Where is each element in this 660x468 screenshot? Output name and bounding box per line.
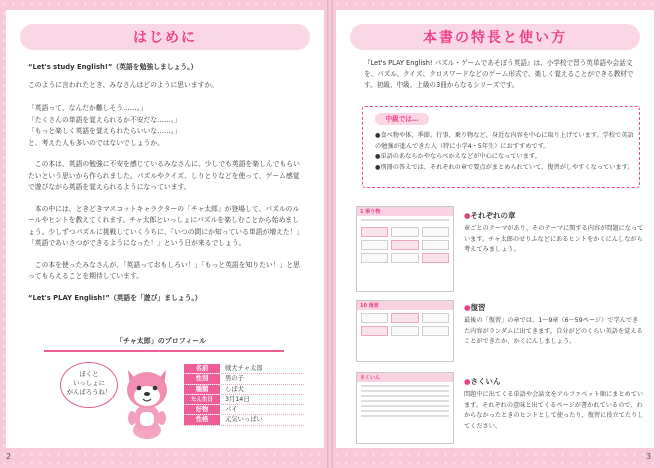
paragraph-5: 本の中には、ときどきマスコットキャラクターの「チャ太郎」が登場して、パズルのルールやヒントを教えてくれます。チャ太郎といっしょにパズルを楽しむことから始めましょう。少しずつパズルに挑戦していくうちに、「いつの間にか知っている単語が増えた！」「英語であいさつができるようになった！」という日が来るでしょう。 bbox=[28, 204, 304, 247]
paragraph-1: “Let's study English!”（英語を勉強しましょう。） bbox=[28, 63, 198, 71]
thumb-cell bbox=[422, 253, 449, 263]
bullet-icon: ● bbox=[464, 303, 471, 312]
book-gutter bbox=[327, 0, 333, 468]
profile-value: しば犬 bbox=[225, 385, 244, 393]
right-intro-text: 『Let's PLAY English! パズル・ゲームであそぼう英語』は、小学校で習う英単語や会話文を、パズル、クイズ、クロスワードなどのゲーム形式で、楽しく覚えることができる教材です。初級、中級、上級の3冊からなるシリーズです。 bbox=[364, 59, 634, 89]
level-info-title: 中級では… bbox=[375, 113, 429, 125]
section-title: さくいん bbox=[470, 377, 501, 386]
left-page-title: はじめに bbox=[20, 24, 310, 50]
profile-table bbox=[184, 364, 304, 426]
thumb-cell bbox=[422, 326, 449, 336]
thumb-label: さくいん bbox=[357, 373, 453, 382]
thumb-line bbox=[361, 415, 449, 417]
right-page-title: 本書の特長と使い方 bbox=[350, 24, 640, 50]
profile-key: 種類 bbox=[184, 385, 220, 394]
profile-heading: 「チャ太郎」のプロフィール bbox=[116, 337, 207, 345]
section-review bbox=[464, 302, 644, 348]
profile-key: 性別 bbox=[184, 374, 220, 383]
profile-key: 好物 bbox=[184, 405, 220, 414]
chapter-page-thumbnail bbox=[356, 206, 454, 292]
index-page-thumbnail bbox=[356, 372, 454, 444]
level-info-item: ●食べ物や体、季節、行事、乗り物など、身近な内容を中心に取り上げています。学校で英語の勉強が進んできた人（特に小学4・5年生）におすすめです。 bbox=[375, 132, 634, 150]
thumb-cell bbox=[361, 326, 388, 336]
profile-row bbox=[184, 395, 304, 405]
thumb-cell bbox=[391, 326, 418, 336]
speech-bubble-text: ぼくと いっしょに がんばろうね！ bbox=[66, 370, 112, 396]
section-body: 問題中に出てくる単語や会話文をアルファベット順にまとめています。それぞれの意味と出てくるページが書かれているので、わからなかったときのヒントとして使ったり、復習に役立てたりしてください。 bbox=[464, 391, 644, 430]
profile-row bbox=[184, 415, 304, 425]
thumb-cell bbox=[391, 240, 418, 250]
thumb-cell bbox=[391, 227, 418, 237]
section-body: 最後の「復習」の章では、1～9章（6～59ページ）で学んできた内容がランダムに出てきます。自分がどのくらい英語を覚えることができたか、かくにんしましょう。 bbox=[464, 317, 643, 345]
level-info-item: ●単語のあならかやならべかえなどが中心になっています。 bbox=[375, 153, 541, 160]
thumb-grid bbox=[357, 224, 453, 266]
bullet-icon: ● bbox=[464, 211, 471, 220]
paragraph-3: 「英語って、なんだか難しそう……。」 「たくさんの単語を覚えられるか不安だな……。」 「もっと楽しく英語を覚えられたらいいな……。」 と、考えた人も多いのではないでしょうか。 bbox=[28, 104, 181, 147]
left-page bbox=[6, 10, 324, 448]
level-info-list bbox=[375, 131, 637, 173]
thumb-cell bbox=[422, 240, 449, 250]
thumb-label: 10 復習 bbox=[357, 301, 453, 310]
thumb-label: 1 乗り物 bbox=[357, 207, 453, 216]
page-number-right: 3 bbox=[646, 452, 652, 461]
thumb-cell bbox=[422, 313, 449, 323]
thumb-line bbox=[361, 219, 449, 221]
thumb-line bbox=[361, 395, 449, 397]
thumb-cell bbox=[361, 227, 388, 237]
profile-row bbox=[184, 374, 304, 384]
thumb-line bbox=[361, 405, 449, 407]
section-index bbox=[464, 376, 644, 432]
thumb-cell bbox=[422, 227, 449, 237]
page-number-left: 2 bbox=[6, 452, 12, 461]
section-title: それぞれの章 bbox=[470, 211, 516, 220]
thumb-cell bbox=[391, 253, 418, 263]
profile-value: 男の子 bbox=[225, 375, 244, 383]
level-info-box bbox=[362, 106, 640, 188]
thumb-cell bbox=[391, 313, 418, 323]
level-info-item: ●別冊の答えでは、それぞれの章で要点がまとめられていて、復習がしやすくなっています。 bbox=[375, 163, 634, 171]
profile-key: 性格 bbox=[184, 415, 220, 424]
thumb-cell bbox=[361, 253, 388, 263]
paragraph-4: この本は、英語の勉強に不安を感じているみなさんに、少しでも英語を楽しんでもらいたいという思いから作られました。パズルやクイズ、しりとりなどを使って、ゲーム感覚で遊びながら英語を覚えられるようになっています。 bbox=[28, 160, 300, 191]
profile-value: パイ bbox=[225, 406, 238, 414]
review-page-thumbnail bbox=[356, 300, 454, 362]
thumb-line bbox=[361, 390, 449, 392]
bullet-icon: ● bbox=[464, 377, 471, 386]
intro-text-block bbox=[28, 62, 304, 310]
profile-row bbox=[184, 385, 304, 395]
profile-row bbox=[184, 405, 304, 415]
profile-divider bbox=[44, 350, 284, 352]
profile-value: 戦犬チャ太郎 bbox=[225, 365, 263, 372]
thumb-line bbox=[361, 410, 449, 412]
profile-value: 元気いっぱい bbox=[225, 416, 263, 424]
profile-key: 名前 bbox=[184, 364, 220, 373]
section-chapters bbox=[464, 210, 644, 256]
thumb-cell bbox=[361, 313, 388, 323]
section-body: 章ごとのテーマがあり、そのテーマに関する内容が問題になっています。チャ太郎のせりふなどにあるヒントをかくにんしながら考えてみましょう。 bbox=[464, 225, 644, 253]
thumb-line bbox=[361, 400, 449, 402]
speech-bubble bbox=[60, 362, 118, 408]
paragraph-2: このように言われたとき、みなさんはどのように思いますか。 bbox=[28, 80, 219, 89]
thumb-grid bbox=[357, 310, 453, 339]
profile-row bbox=[184, 364, 304, 374]
paragraph-6: この本を使ったみなさんが、「英語っておもしろい！」「もっと英語を知りたい！」と思ってもらえることを期待しています。 bbox=[28, 260, 300, 280]
section-title: 復習 bbox=[470, 303, 486, 312]
thumb-line bbox=[361, 385, 449, 387]
right-page bbox=[336, 10, 654, 448]
paragraph-7: “Let's PLAY English!”（英語を「遊び」ましょう。） bbox=[28, 293, 202, 302]
profile-key: たん生日 bbox=[184, 395, 220, 404]
chataro-mascot-icon bbox=[118, 360, 176, 440]
profile-value: 3月14日 bbox=[225, 395, 250, 403]
thumb-cell bbox=[361, 240, 388, 250]
